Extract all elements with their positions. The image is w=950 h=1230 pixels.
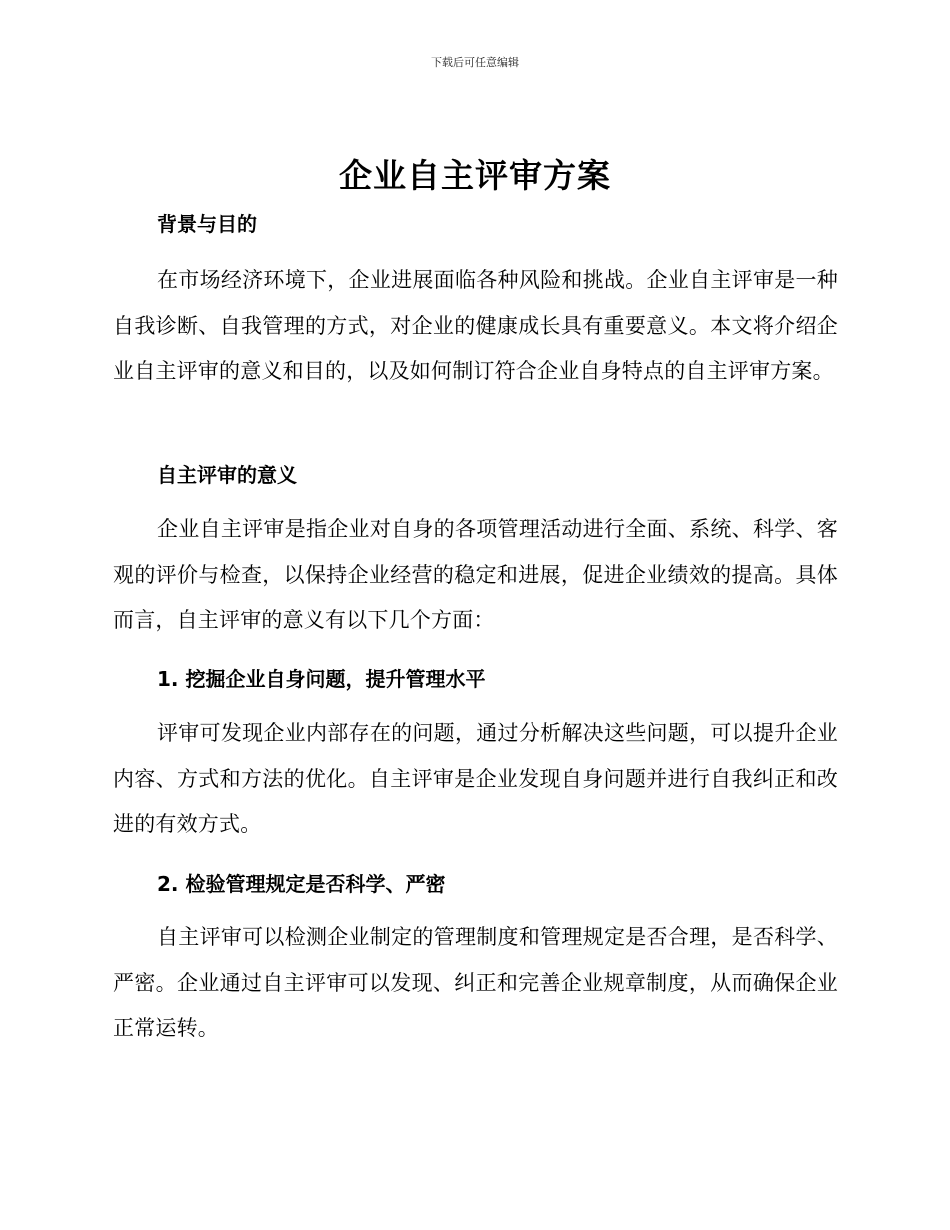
page-header: 下载后可任意编辑 [431, 56, 519, 69]
section-heading-background: 背景与目的 [157, 212, 257, 236]
section-paragraph-point-2: 自主评审可以检测企业制定的管理制度和管理规定是否合理，是否科学、严密。企业通过自主评审可以发现、纠正和完善企业规章制度，从而确保企业正常运转。 [113, 925, 838, 1040]
document-title: 企业自主评审方案 [339, 156, 611, 195]
section-heading-point-1: 1. 挖掘企业自身问题，提升管理水平 [157, 667, 486, 691]
section-heading-significance: 自主评审的意义 [157, 463, 297, 487]
section-heading-point-2: 2. 检验管理规定是否科学、严密 [157, 872, 446, 896]
section-paragraph-background: 在市场经济环境下，企业进展面临各种风险和挑战。企业自主评审是一种自我诊断、自我管理的方式，对企业的健康成长具有重要意义。本文将介绍企业自主评审的意义和目的，以及如何制订符合企业自身特点的自主评审方案。 [113, 268, 838, 383]
section-paragraph-point-1: 评审可发现企业内部存在的问题，通过分析解决这些问题，可以提升企业内容、方式和方法的优化。自主评审是企业发现自身问题并进行自我纠正和改进的有效方式。 [113, 721, 838, 836]
section-paragraph-significance: 企业自主评审是指企业对自身的各项管理活动进行全面、系统、科学、客观的评价与检查，以保持企业经营的稳定和进展，促进企业绩效的提高。具体而言，自主评审的意义有以下几个方面： [113, 517, 838, 632]
